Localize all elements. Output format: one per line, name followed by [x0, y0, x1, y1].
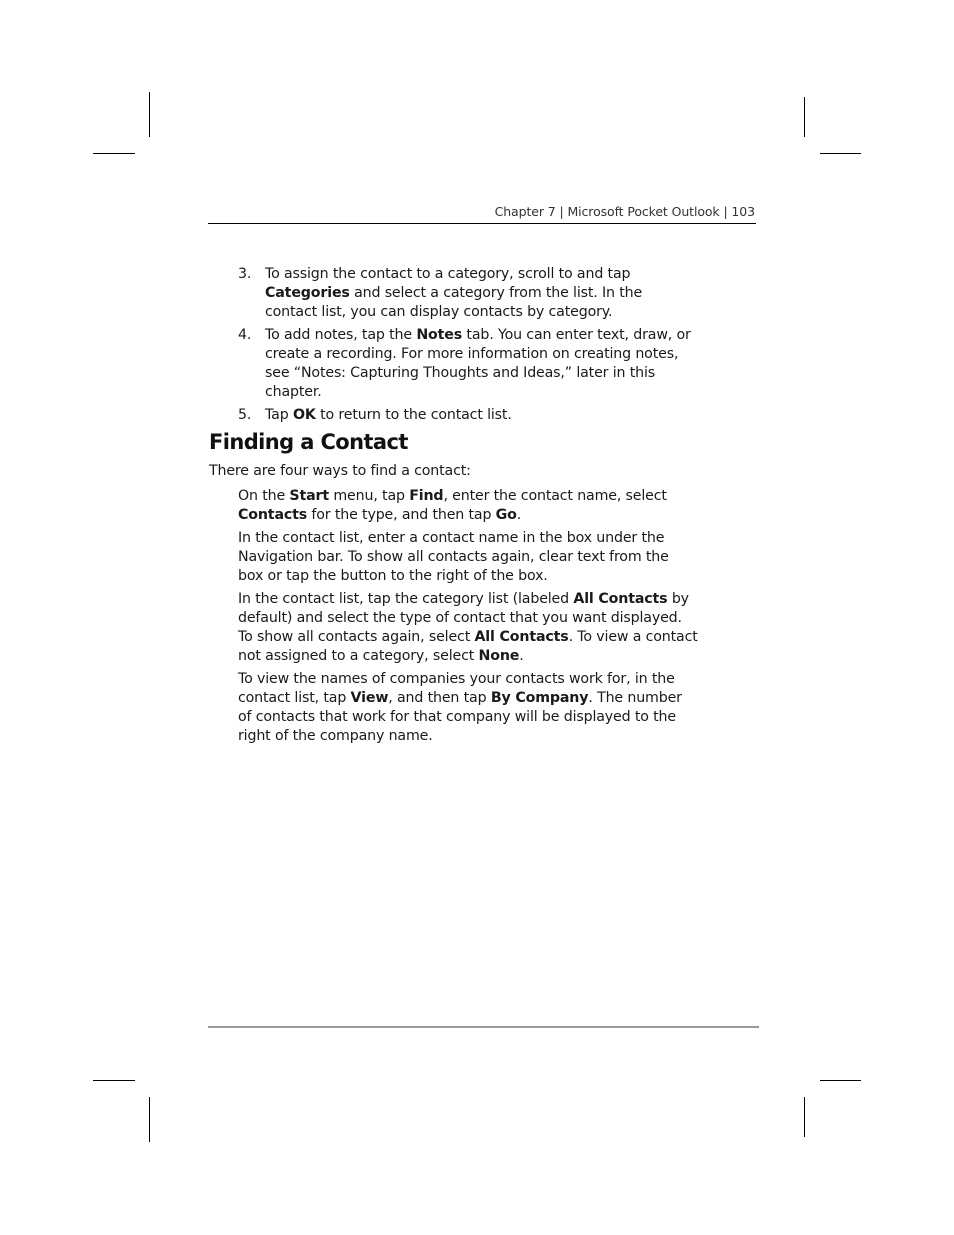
bold-term: All Contacts	[573, 591, 668, 607]
ways-list	[238, 487, 698, 750]
step-text	[265, 327, 691, 400]
text-run: In the contact list, enter a contact name in the box under the Navigation bar. To show all contacts again, clear text from the box or tap the button to the right of the box.	[238, 530, 669, 584]
text-run: tab. You can enter text, draw, or create a recording. For more information on creating notes, see “Notes: Capturing Thoughts and Ideas,” later in this chapter.	[265, 327, 691, 400]
text-run: Tap	[265, 407, 293, 423]
bold-term: Contacts	[238, 507, 308, 523]
bold-term: View	[350, 690, 389, 706]
step-item	[238, 326, 698, 402]
text-run: for the type, and then tap	[307, 507, 496, 523]
way-paragraph	[238, 670, 698, 746]
text-run: To view the names of companies your contacts work for, in the contact list, tap	[238, 671, 675, 706]
text-run: . To view a contact not assigned to a category, select	[238, 629, 698, 664]
running-head: Chapter 7 | Microsoft Pocket Outlook | 103	[494, 204, 755, 219]
step-number: 3.	[238, 266, 252, 282]
text-run: To add notes, tap the	[265, 327, 417, 343]
crop-mark	[820, 1080, 861, 1081]
crop-mark	[93, 153, 135, 154]
bold-term: None	[478, 648, 520, 664]
crop-mark	[820, 153, 861, 154]
text-run: In the contact list, tap the category list (labeled	[238, 591, 574, 607]
bold-term: By Company	[490, 690, 589, 706]
text-run: by default) and select the type of contact that you want displayed. To show all contacts again, select	[238, 591, 689, 645]
text-run: to return to the contact list.	[315, 407, 512, 423]
step-number: 4.	[238, 327, 252, 343]
step-item	[238, 406, 698, 425]
step-number: 5.	[238, 407, 252, 423]
bold-term: Go	[495, 507, 517, 523]
text-run: and select a category from the list. In the contact list, you can display contacts by category.	[265, 285, 643, 320]
step-item	[238, 265, 698, 322]
header-rule	[208, 223, 756, 224]
text-run: On the	[238, 488, 290, 504]
crop-mark	[804, 97, 805, 137]
section-title: Finding a Contact	[209, 430, 408, 454]
bold-term: All Contacts	[474, 629, 569, 645]
bold-term: OK	[292, 407, 316, 423]
bold-term: Start	[289, 488, 330, 504]
text-run: , enter the contact name, select	[443, 488, 667, 504]
way-paragraph	[238, 487, 698, 525]
text-run: . The number of contacts that work for that company will be displayed to the right of the company name.	[238, 690, 682, 744]
way-paragraph	[238, 529, 698, 586]
crop-mark	[149, 1097, 150, 1142]
text-run: menu, tap	[329, 488, 410, 504]
crop-mark	[93, 1080, 135, 1081]
text-run: , and then tap	[388, 690, 491, 706]
footer-rule	[208, 1026, 759, 1028]
text-run: To assign the contact to a category, scroll to and tap	[265, 266, 631, 282]
way-paragraph	[238, 590, 698, 666]
bold-term: Notes	[416, 327, 463, 343]
bold-term: Find	[409, 488, 444, 504]
crop-mark	[149, 92, 150, 137]
section-intro: There are four ways to find a contact:	[209, 463, 471, 479]
text-run: .	[516, 507, 522, 523]
crop-mark	[804, 1097, 805, 1137]
bold-term: Categories	[265, 285, 350, 301]
numbered-steps	[238, 265, 698, 429]
text-run: .	[519, 648, 524, 664]
step-text	[265, 407, 512, 423]
step-text	[265, 266, 642, 320]
